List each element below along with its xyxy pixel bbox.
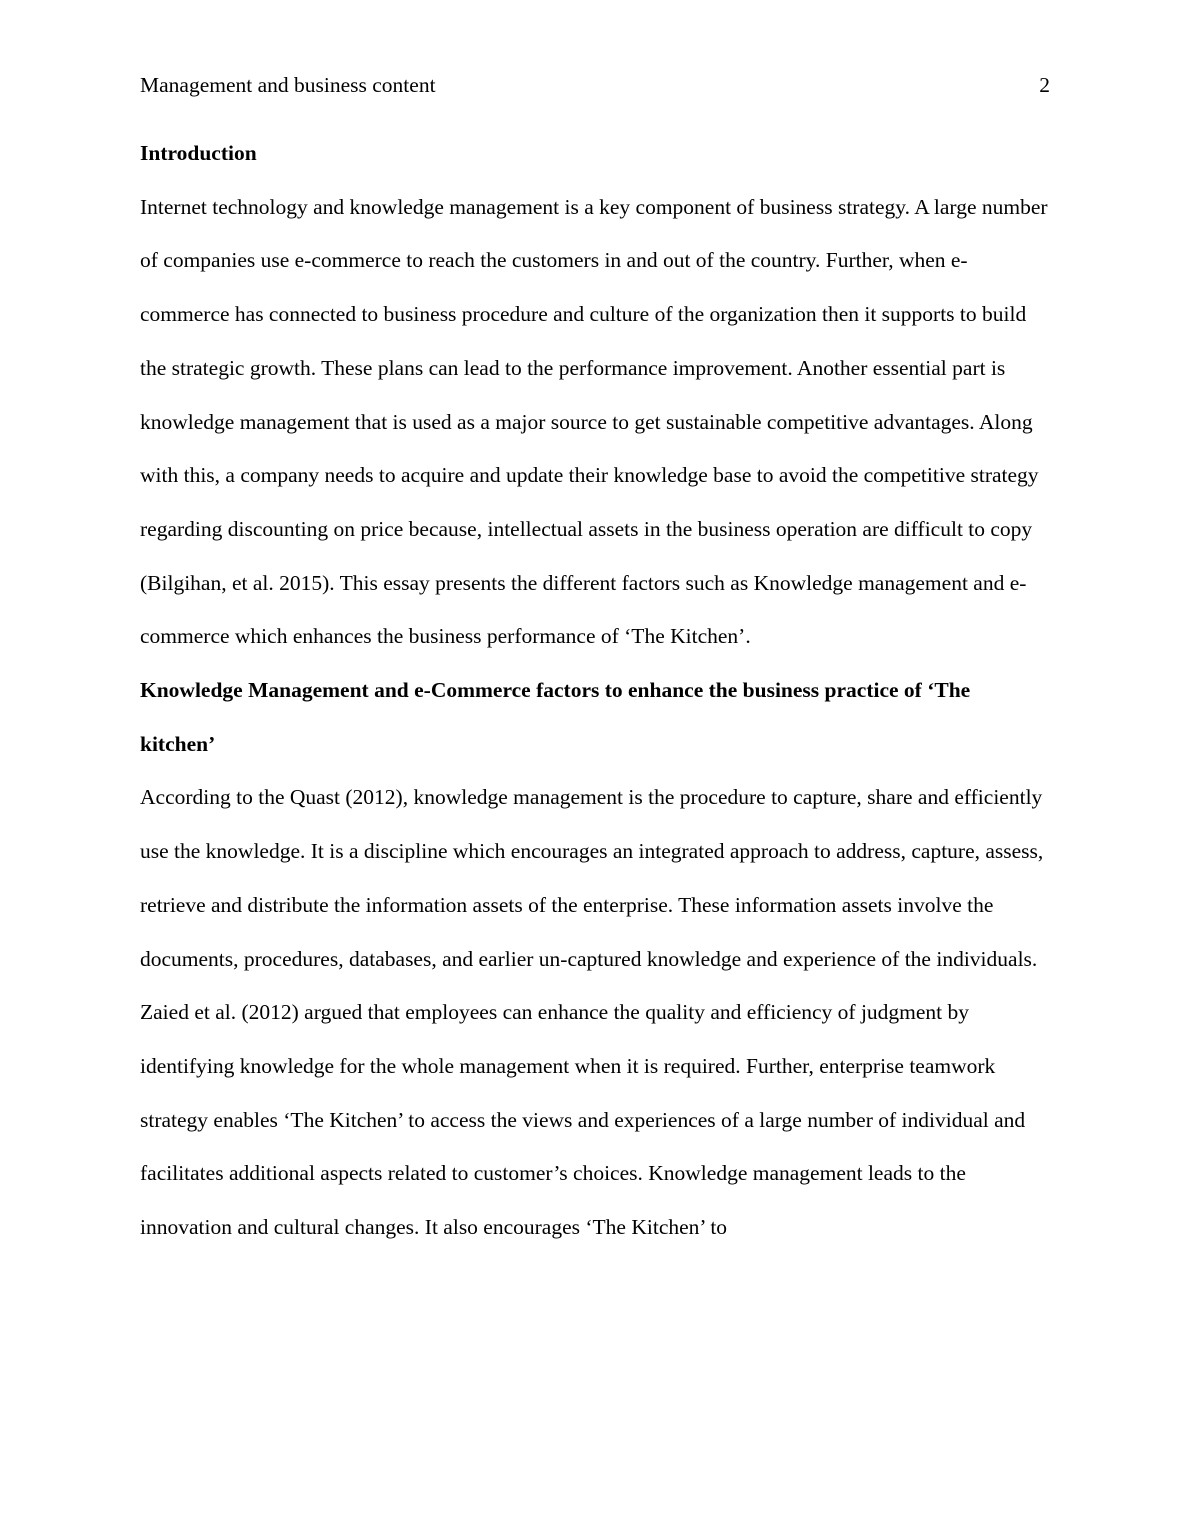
introduction-heading: Introduction bbox=[140, 141, 257, 165]
page-header bbox=[140, 70, 1050, 100]
km-paragraph-quast: According to the Quast (2012), knowledge management is the procedure to capture, share and efficiently use the knowledge. It is a discipline which encourages an integrated approach to address, capture, assess, retrieve and distribute the information assets of the enterprise. These information assets involve the documents, procedures, databases, and earlier un-captured knowledge and experience of the individuals. bbox=[140, 785, 1044, 971]
introduction-paragraph: Internet technology and knowledge management is a key component of business strategy. A large number of companies use e-commerce to reach the customers in and out of the country. Further, when e-commerce has connected to business procedure and culture of the organization then it supports to build the strategic growth. These plans can lead to the performance improvement. Another essential part is knowledge management that is used as a major source to get sustainable competitive advantages. Along with this, a company needs to acquire and update their knowledge base to avoid the competitive strategy regarding discounting on price because, intellectual assets in the business operation are difficult to copy (Bilgihan, et al. 2015). This essay presents the different factors such as Knowledge management and e-commerce which enhances the business performance of ‘The Kitchen’. bbox=[140, 194, 1048, 649]
document-body bbox=[140, 127, 1050, 1255]
km-ecommerce-heading: Knowledge Management and e-Commerce factors to enhance the business practice of ‘The kitchen’ bbox=[140, 678, 971, 756]
km-paragraph-zaied: Zaied et al. (2012) argued that employees can enhance the quality and efficiency of judgment by identifying knowledge for the whole management when it is required. Further, enterprise teamwork strategy enables ‘The Kitchen’ to access the views and experiences of a large number of individual and facilitates additional aspects related to customer’s choices. Knowledge management leads to the innovation and cultural changes. It also encourages ‘The Kitchen’ to bbox=[140, 1000, 1026, 1240]
page-number: 2 bbox=[1039, 73, 1050, 97]
running-title: Management and business content bbox=[140, 73, 436, 97]
